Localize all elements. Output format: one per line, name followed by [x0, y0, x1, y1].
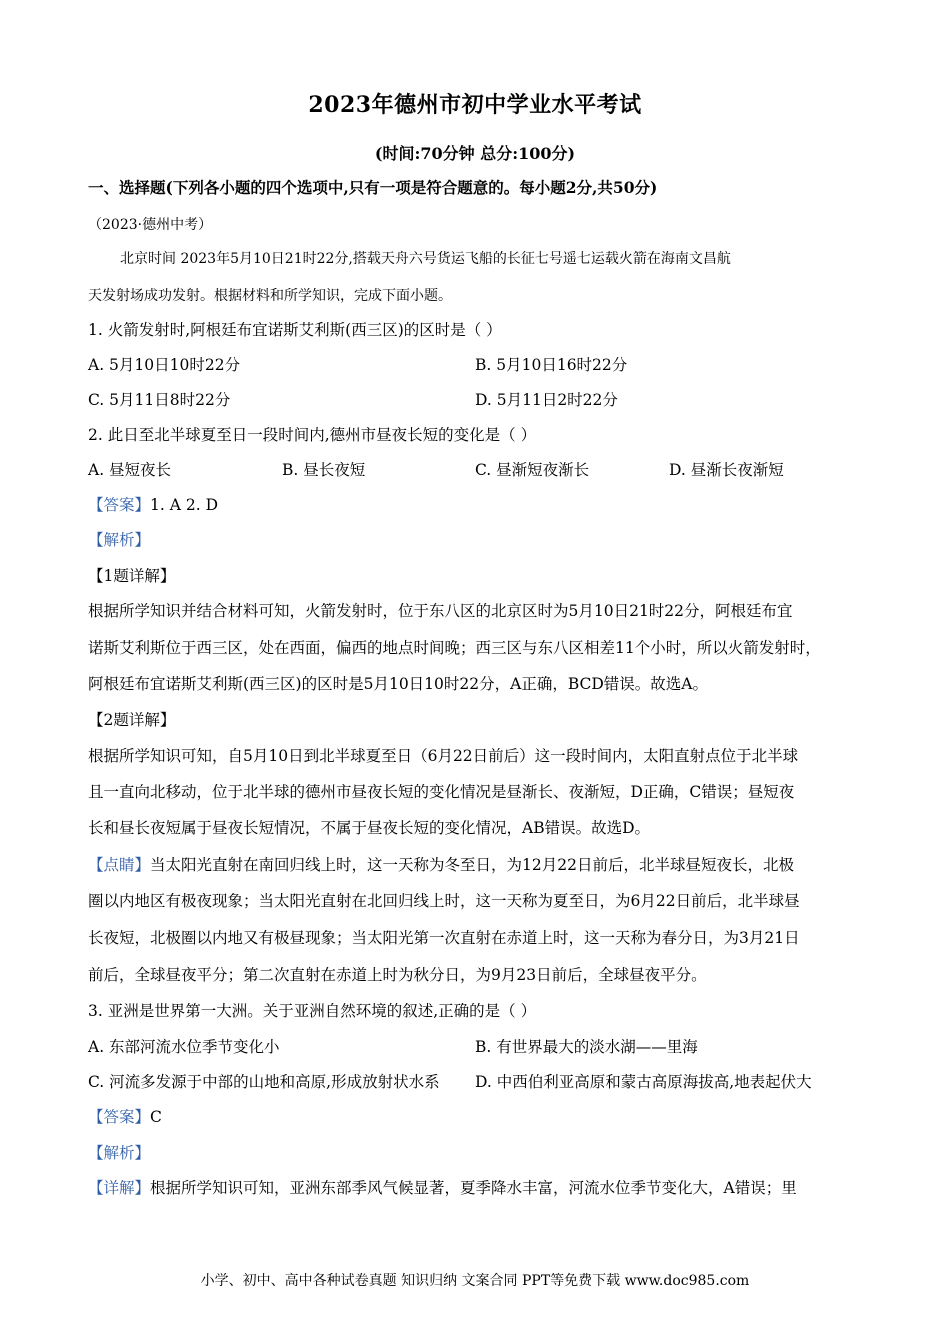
answer-row: [88, 495, 218, 515]
detail-1-line: 诺斯艾利斯位于西三区，处在西面，偏西的地点时间晚；西三区与东八区相差11个小时，所以火箭发射时，: [88, 639, 821, 657]
q1-option-a: A. 5月10日10时22分: [88, 356, 241, 374]
detail-2-tag: 【2题详解】: [88, 711, 176, 729]
detail-1-line: 根据所学知识并结合材料可知，火箭发射时，位于东八区的北京区时为5月10日21时22分，阿根廷布宜: [88, 602, 793, 620]
answer-row: [88, 1107, 162, 1127]
exam-subtitle: (时间:70分钟 总分:100分): [374, 144, 576, 163]
q1-option-d: D. 5月11日2时22分: [475, 391, 618, 409]
detail-1-tag: 【1题详解】: [88, 567, 176, 585]
q1-option-b: B. 5月10日16时22分: [475, 356, 628, 374]
tip-line: 圈以内地区有极夜现象；当太阳光直射在北回归线上时，这一天称为夏至日，为6月22日前后，北半球昼: [88, 892, 800, 910]
answer-tag: 【答案】: [88, 496, 151, 514]
passage-line: 北京时间 2023年5月10日21时22分,搭载天舟六号货运飞船的长征七号遥七运载火箭在海南文昌航: [120, 251, 731, 267]
q2-option-d: D. 昼渐长夜渐短: [669, 461, 784, 479]
detail-3-line: 根据所学知识可知，亚洲东部季风气候显著，夏季降水丰富，河流水位季节变化大，A错误；里: [150, 1179, 797, 1197]
q2-option-c: C. 昼渐短夜渐长: [475, 461, 590, 479]
detail-3-row: [88, 1178, 797, 1198]
page-title: 2023年德州市初中学业水平考试: [308, 92, 642, 118]
tip-line: 前后，全球昼夜平分；第二次直射在赤道上时为秋分日，为9月23日前后，全球昼夜平分。: [88, 966, 707, 984]
q2-option-a: A. 昼短夜长: [88, 461, 172, 479]
question-1-stem: 1. 火箭发射时,阿根廷布宜诺斯艾利斯(西三区)的区时是（ ）: [88, 321, 502, 339]
question-2-stem: 2. 此日至北半球夏至日一段时间内,德州市昼夜长短的变化是（ ）: [88, 426, 537, 444]
analysis-tag: 【解析】: [88, 531, 151, 549]
detail-2-line: 长和昼长夜短属于昼夜长短情况，不属于昼夜长短的变化情况，AB错误。故选D。: [88, 819, 651, 837]
detail-1-line: 阿根廷布宜诺斯艾利斯(西三区)的区时是5月10日10时22分，A正确，BCD错误。故选A。: [88, 675, 708, 693]
tip-row: [88, 855, 794, 875]
tip-line: 长夜短，北极圈以内地又有极昼现象；当太阳光第一次直射在赤道上时，这一天称为春分日，为3月21日: [88, 929, 800, 947]
question-3-stem: 3. 亚洲是世界第一大洲。关于亚洲自然环境的叙述,正确的是（ ）: [88, 1002, 537, 1020]
q3-option-d: D. 中西伯利亚高原和蒙古高原海拔高,地表起伏大: [475, 1073, 812, 1091]
q3-option-a: A. 东部河流水位季节变化小: [88, 1038, 280, 1056]
page-footer: 小学、初中、高中各种试卷真题 知识归纳 文案合同 PPT等免费下载 www.doc985.com: [200, 1273, 750, 1289]
analysis-tag: 【解析】: [88, 1144, 151, 1162]
q3-option-c: C. 河流多发源于中部的山地和高原,形成放射状水系: [88, 1073, 440, 1091]
section-heading: 一、选择题(下列各小题的四个选项中,只有一项是符合题意的。每小题2分,共50分): [88, 178, 658, 197]
source-note: （2023·德州中考）: [88, 217, 213, 233]
detail-2-line: 且一直向北移动，位于北半球的德州市昼夜长短的变化情况是昼渐长、夜渐短，D正确，C错误；昼短夜: [88, 783, 795, 801]
detail-2-line: 根据所学知识可知，自5月10日到北半球夏至日（6月22日前后）这一段时间内，太阳直射点位于北半球: [88, 747, 799, 765]
answer-text: C: [150, 1108, 162, 1126]
q3-option-b: B. 有世界最大的淡水湖——里海: [475, 1038, 698, 1056]
answer-tag: 【答案】: [88, 1108, 151, 1126]
tip-line: 当太阳光直射在南回归线上时，这一天称为冬至日，为12月22日前后，北半球昼短夜长，北极: [150, 856, 794, 874]
passage-line: 天发射场成功发射。根据材料和所学知识，完成下面小题。: [88, 288, 452, 304]
q2-option-b: B. 昼长夜短: [282, 461, 366, 479]
detail-tag: 【详解】: [88, 1179, 151, 1197]
answer-text: 1. A 2. D: [150, 496, 218, 514]
tip-tag: 【点睛】: [88, 856, 151, 874]
q1-option-c: C. 5月11日8时22分: [88, 391, 231, 409]
